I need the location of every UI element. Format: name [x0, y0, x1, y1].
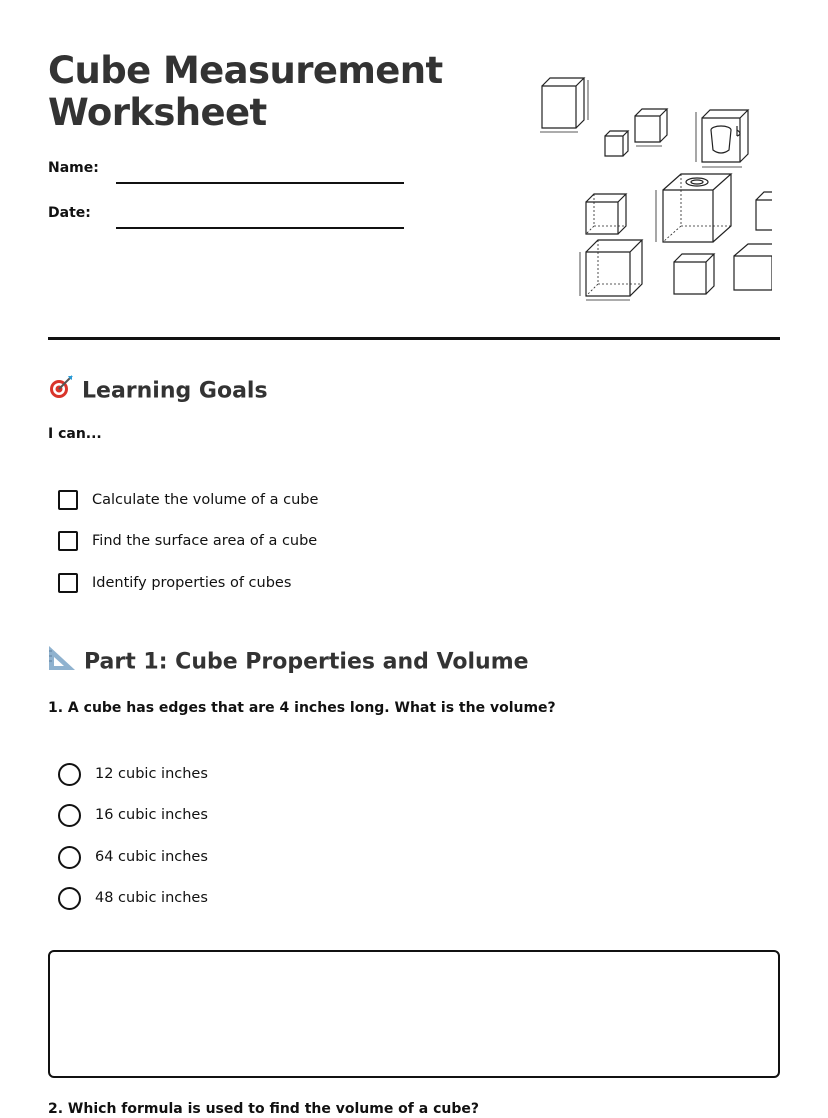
answer-option[interactable]: [58, 762, 208, 786]
answer-option[interactable]: [58, 803, 208, 827]
date-label: Date:: [48, 205, 91, 221]
cube-drawing: [635, 109, 667, 146]
target-icon: [48, 374, 74, 409]
cube-drawing: [540, 78, 588, 132]
goal-checkbox[interactable]: [58, 531, 78, 551]
work-answer-box[interactable]: [48, 950, 780, 1078]
date-line[interactable]: [116, 227, 404, 229]
title-line-1: Cube Measurement: [48, 49, 443, 92]
cube-drawing: [656, 174, 731, 242]
cube-drawing: [734, 244, 772, 290]
header-divider: [48, 337, 780, 340]
goal-checkbox[interactable]: [58, 573, 78, 593]
option-radio[interactable]: [58, 804, 81, 827]
cubes-illustration: [532, 70, 772, 302]
worksheet-title: [48, 50, 443, 134]
goal-label: Calculate the volume of a cube: [92, 492, 319, 508]
name-label: Name:: [48, 160, 99, 176]
name-field[interactable]: [48, 160, 404, 184]
option-radio[interactable]: [58, 887, 81, 910]
option-radio[interactable]: [58, 846, 81, 869]
goal-item[interactable]: [58, 529, 317, 553]
goal-item[interactable]: [58, 488, 318, 512]
question-1-prompt: 1. A cube has edges that are 4 inches long. What is the volume?: [48, 700, 556, 716]
option-radio[interactable]: [58, 763, 81, 786]
cube-drawing: [580, 240, 642, 300]
answer-option[interactable]: [58, 845, 208, 869]
goal-label: Identify properties of cubes: [92, 575, 292, 591]
cube-drawing: [605, 131, 628, 156]
goal-item[interactable]: [58, 571, 291, 595]
option-label: 12 cubic inches: [95, 766, 208, 782]
cube-drawing: [756, 192, 772, 230]
cube-drawing: [586, 194, 626, 234]
name-line[interactable]: [116, 182, 404, 184]
cube-drawing: [696, 110, 748, 167]
title-line-2: Worksheet: [48, 91, 267, 134]
set-square-icon: [48, 645, 76, 680]
answer-option[interactable]: [58, 886, 208, 910]
question-2-prompt: 2. Which formula is used to find the volume of a cube?: [48, 1101, 479, 1117]
date-field[interactable]: [48, 205, 404, 229]
option-label: 48 cubic inches: [95, 890, 208, 906]
part1-heading: [48, 645, 529, 675]
goal-checkbox[interactable]: [58, 490, 78, 510]
learning-goals-heading-text: Learning Goals: [82, 378, 268, 404]
goals-intro: I can...: [48, 426, 102, 442]
part1-heading-text: Part 1: Cube Properties and Volume: [84, 649, 529, 675]
learning-goals-heading: [48, 374, 268, 404]
goal-label: Find the surface area of a cube: [92, 533, 318, 549]
cube-drawing: [674, 254, 714, 294]
option-label: 64 cubic inches: [95, 849, 208, 865]
option-label: 16 cubic inches: [95, 807, 208, 823]
